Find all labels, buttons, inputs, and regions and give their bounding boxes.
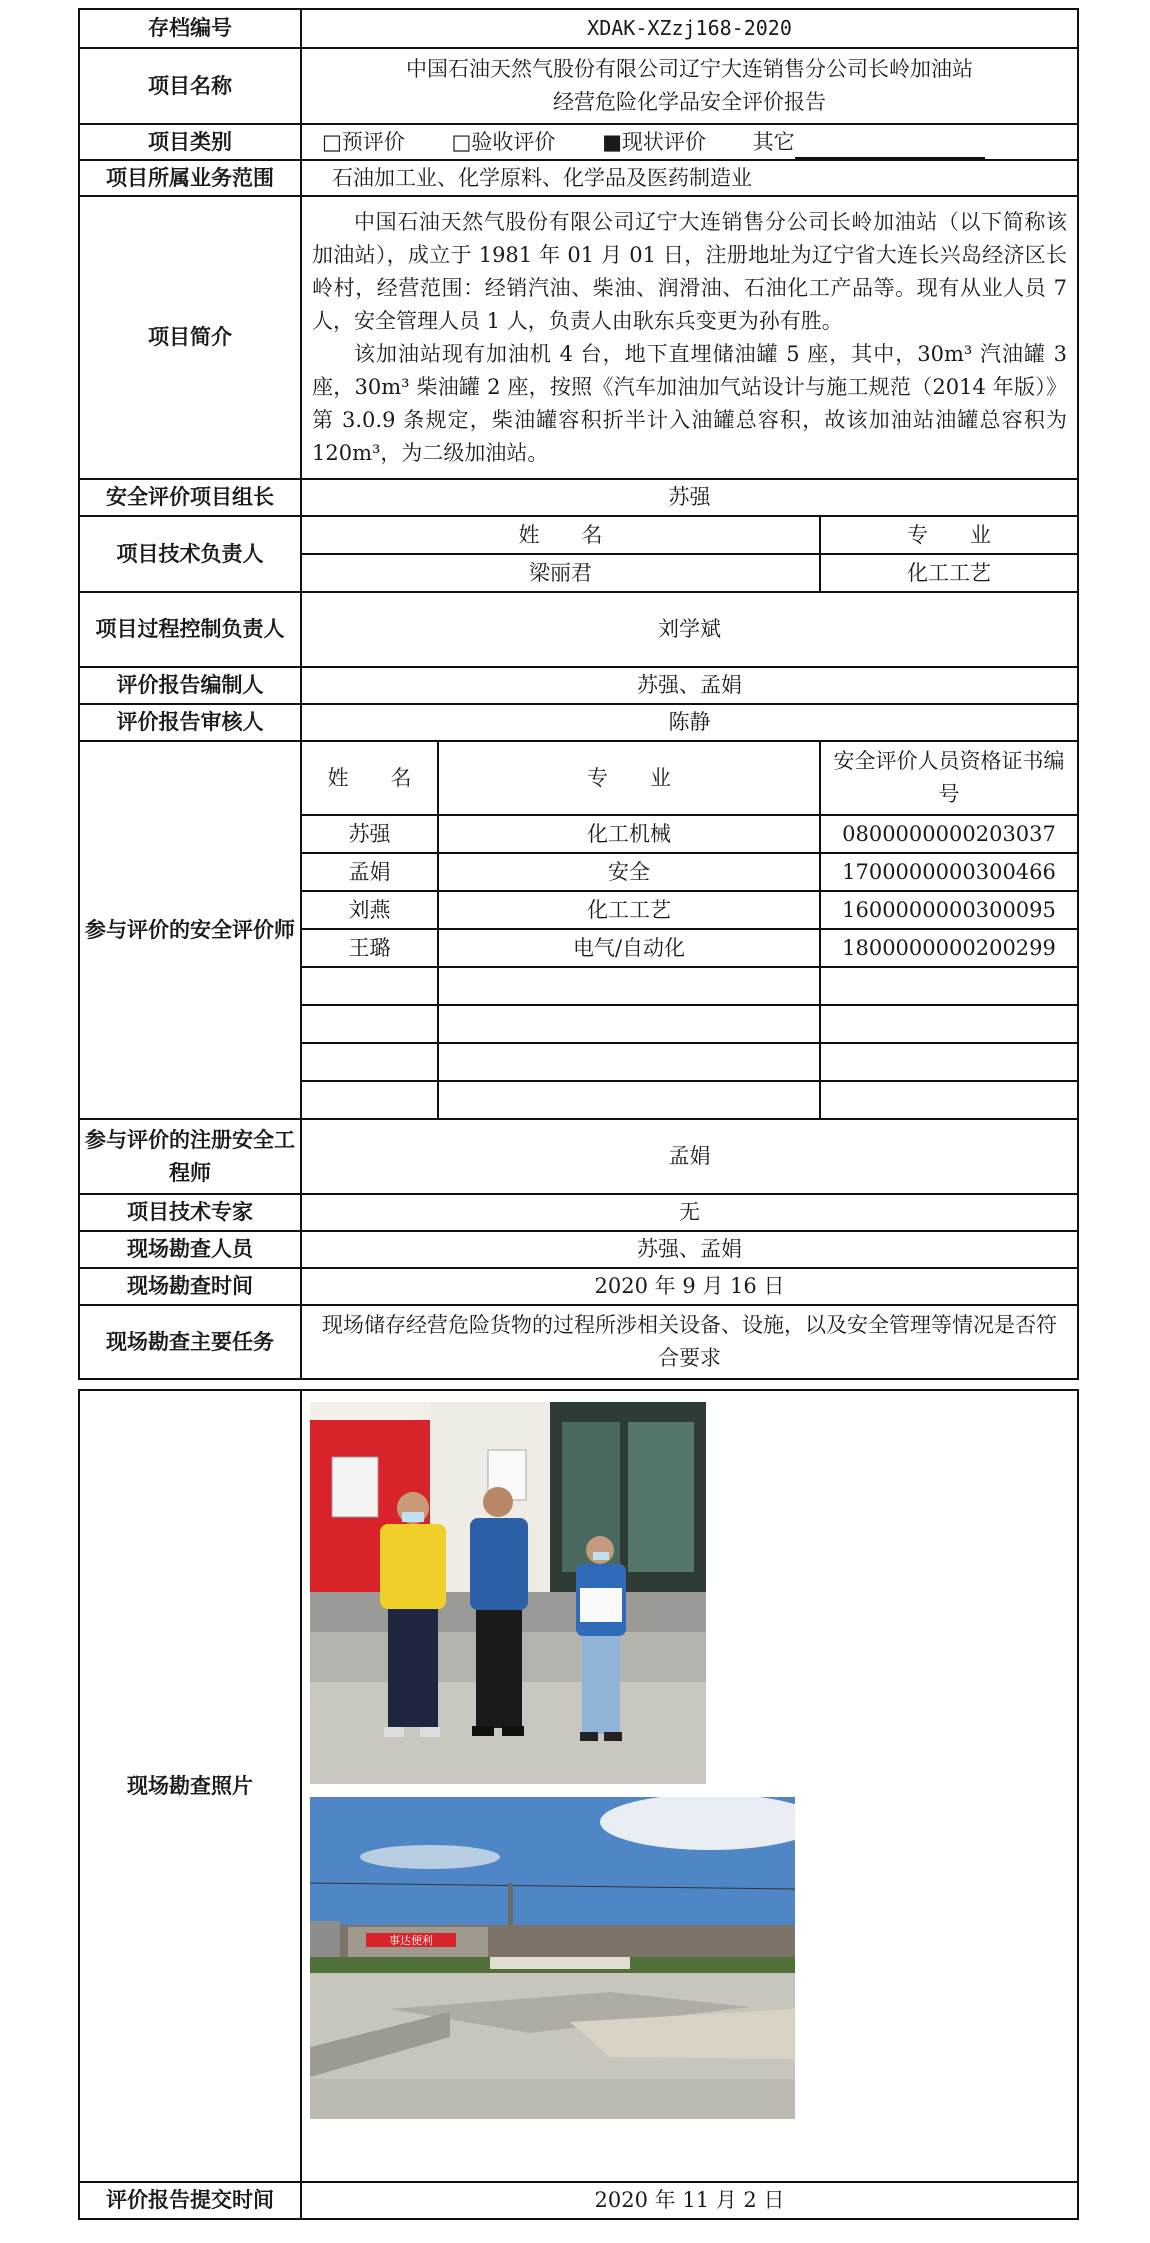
business-scope-label: 项目所属业务范围 — [79, 160, 301, 196]
survey-staff-label: 现场勘查人员 — [79, 1231, 301, 1268]
empty-cell — [820, 1081, 1078, 1119]
survey-time-label: 现场勘查时间 — [79, 1268, 301, 1305]
empty-cell — [820, 1043, 1078, 1081]
survey-staff-value: 苏强、孟娟 — [301, 1231, 1078, 1268]
empty-cell — [301, 1043, 438, 1081]
site-photo — [310, 1797, 795, 2119]
archive-label: 存档编号 — [79, 9, 301, 48]
photos-cell — [301, 1390, 1078, 2182]
empty-cell — [301, 1081, 438, 1119]
evaluators-label: 参与评价的安全评价师 — [79, 741, 301, 1119]
tech-lead-col-major: 专 业 — [820, 516, 1078, 554]
tech-lead-name: 梁丽君 — [301, 554, 820, 592]
info-table — [78, 8, 1079, 1380]
evaluator-cert: 0800000000203037 — [820, 815, 1078, 853]
evaluator-major: 电气/自动化 — [438, 929, 820, 967]
intro-paragraph-1: 中国石油天然气股份有限公司辽宁大连销售分公司长岭加油站（以下简称该加油站），成立于 1981 年 01 月 01 日，注册地址为辽宁省大连长兴岛经济区长岭村，经营范围：经销汽油、柴油、润滑油、石油化工产品等。现有从业人员 7 人，安全管理人员 1 人，负责人由耿东兵变更为孙有胜。 — [312, 209, 1068, 333]
evaluator-cert: 1800000000200299 — [820, 929, 1078, 967]
intro-text — [301, 196, 1078, 479]
empty-cell — [820, 967, 1078, 1005]
expert-label: 项目技术专家 — [79, 1194, 301, 1231]
submit-label: 评价报告提交时间 — [79, 2182, 301, 2219]
evaluator-cert: 1700000000300466 — [820, 853, 1078, 891]
empty-cell — [301, 967, 438, 1005]
project-name-label: 项目名称 — [79, 48, 301, 124]
evaluator-major: 化工工艺 — [438, 891, 820, 929]
process-control-value: 刘学斌 — [301, 592, 1078, 667]
business-scope-value: 石油加工业、化学原料、化学品及医药制造业 — [301, 160, 1078, 196]
project-type-options — [301, 124, 1078, 160]
intro-paragraph-2: 该加油站现有加油机 4 台，地下直埋储油罐 5 座，其中，30m³ 汽油罐 3 座，30m³ 柴油罐 2 座，按照《汽车加油加气站设计与施工规范（2014 年版）》第 3.0.9 条规定，柴油罐容积折半计入油罐总容积，故该加油站油罐总容积为 120m³，为二级加油站。 — [312, 341, 1068, 465]
empty-cell — [438, 967, 820, 1005]
team-leader-value: 苏强 — [301, 479, 1078, 516]
project-name-line2: 经营危险化学品安全评价报告 — [553, 90, 826, 114]
evaluator-name: 苏强 — [301, 815, 438, 853]
option-other: 其它 — [752, 129, 795, 154]
team-photo-image — [310, 1402, 706, 1784]
empty-cell — [301, 1005, 438, 1043]
reviewer-value: 陈静 — [301, 704, 1078, 741]
survey-task-label: 现场勘查主要任务 — [79, 1305, 301, 1379]
intro-label: 项目简介 — [79, 196, 301, 479]
reviewer-label: 评价报告审核人 — [79, 704, 301, 741]
compiler-label: 评价报告编制人 — [79, 667, 301, 704]
site-photo-image — [310, 1797, 795, 2119]
option-pre-eval: □预评价 — [322, 129, 405, 154]
process-control-label: 项目过程控制负责人 — [79, 592, 301, 667]
project-name-value — [301, 48, 1078, 124]
evaluators-col-cert: 安全评价人员资格证书编号 — [820, 741, 1078, 815]
empty-cell — [438, 1043, 820, 1081]
reg-engineer-label: 参与评价的注册安全工程师 — [79, 1119, 301, 1194]
evaluator-name: 王璐 — [301, 929, 438, 967]
evaluator-name: 孟娟 — [301, 853, 438, 891]
photo-table — [78, 1389, 1079, 2220]
project-name-line1: 中国石油天然气股份有限公司辽宁大连销售分公司长岭加油站 — [406, 57, 973, 81]
compiler-value: 苏强、孟娟 — [301, 667, 1078, 704]
team-leader-label: 安全评价项目组长 — [79, 479, 301, 516]
evaluator-name: 刘燕 — [301, 891, 438, 929]
reg-engineer-value: 孟娟 — [301, 1119, 1078, 1194]
evaluators-col-major: 专 业 — [438, 741, 820, 815]
tech-lead-major: 化工工艺 — [820, 554, 1078, 592]
empty-cell — [438, 1081, 820, 1119]
photos-label: 现场勘查照片 — [79, 1390, 301, 2182]
storefront-sign: 事达便利 — [389, 1934, 433, 1947]
option-status-eval: ■现状评价 — [602, 129, 706, 154]
project-type-label: 项目类别 — [79, 124, 301, 160]
evaluator-cert: 1600000000300095 — [820, 891, 1078, 929]
option-acceptance-eval: □验收评价 — [451, 129, 556, 154]
evaluator-major: 化工机械 — [438, 815, 820, 853]
team-photo — [310, 1402, 706, 1784]
tech-lead-label: 项目技术负责人 — [79, 516, 301, 592]
survey-task-value: 现场储存经营危险货物的过程所涉相关设备、设施，以及安全管理等情况是否符合要求 — [301, 1305, 1078, 1379]
archive-value: XDAK-XZzj168-2020 — [301, 9, 1078, 48]
empty-cell — [438, 1005, 820, 1043]
evaluators-col-name: 姓 名 — [301, 741, 438, 815]
expert-value: 无 — [301, 1194, 1078, 1231]
submit-value: 2020 年 11 月 2 日 — [301, 2182, 1078, 2219]
other-blank-line — [795, 135, 985, 159]
survey-time-value: 2020 年 9 月 16 日 — [301, 1268, 1078, 1305]
tech-lead-col-name: 姓 名 — [301, 516, 820, 554]
evaluator-major: 安全 — [438, 853, 820, 891]
empty-cell — [820, 1005, 1078, 1043]
